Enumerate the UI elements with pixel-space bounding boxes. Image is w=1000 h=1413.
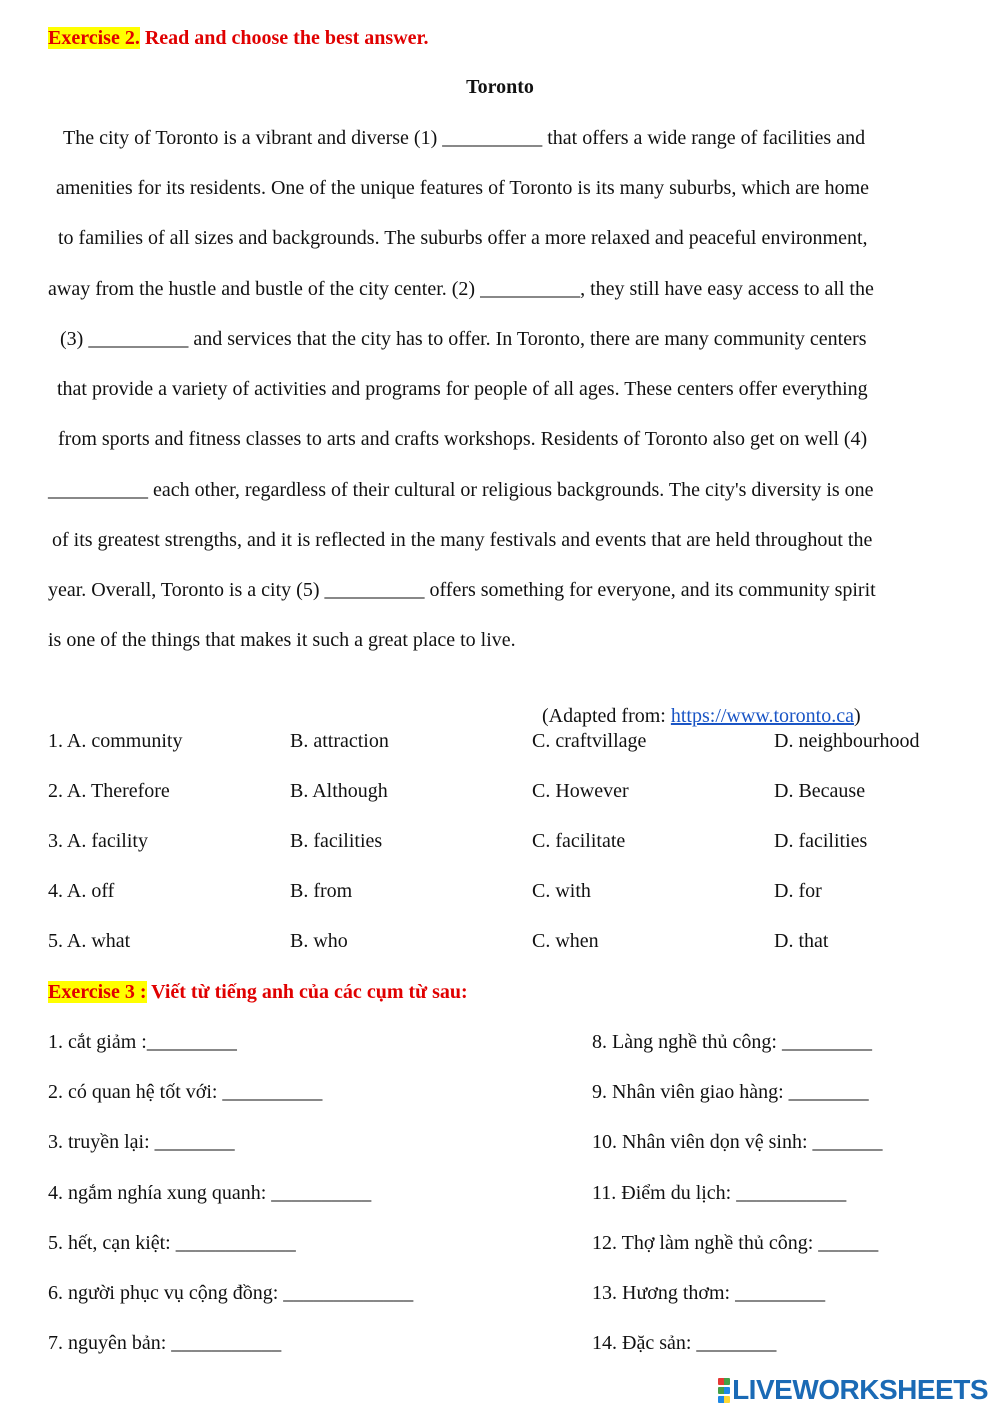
vocab-item: 12. Thợ làm nghề thủ công: ______ xyxy=(592,1232,879,1254)
vocab-item: 8. Làng nghề thủ công: _________ xyxy=(592,1031,872,1053)
option-b: B. Although xyxy=(290,780,388,802)
vocab-item: 2. có quan hệ tốt với: __________ xyxy=(48,1081,323,1103)
question-row xyxy=(48,828,958,854)
vocab-item: 3. truyền lại: ________ xyxy=(48,1131,235,1153)
exercise-2-instruction: Read and choose the best answer. xyxy=(139,27,429,49)
vocab-item: 13. Hương thơm: _________ xyxy=(592,1282,826,1304)
vocab-item: 6. người phục vụ cộng đồng: _____________ xyxy=(48,1282,414,1304)
passage-line: of its greatest strengths, and it is reflected in the many festivals and events that are held throughout the xyxy=(52,529,873,551)
vocab-row xyxy=(48,1029,958,1055)
option-d: D. facilities xyxy=(774,830,868,852)
passage-title: Toronto xyxy=(466,76,534,98)
option-d: D. neighbourhood xyxy=(774,730,920,752)
vocab-item: 11. Điểm du lịch: ___________ xyxy=(592,1182,847,1204)
passage-line: that provide a variety of activities and programs for people of all ages. These centers offer everything xyxy=(57,378,868,400)
passage-line: year. Overall, Toronto is a city (5) __________ offers something for everyone, and its community spirit xyxy=(48,579,876,601)
vocab-item: 9. Nhân viên giao hàng: ________ xyxy=(592,1081,869,1103)
logo-block xyxy=(718,1396,730,1403)
option-c: C. However xyxy=(532,780,629,802)
liveworksheets-logo-icon xyxy=(718,1378,730,1403)
option-b: B. facilities xyxy=(290,830,383,852)
exercise-3-instruction: Viết từ tiếng anh của các cụm từ sau: xyxy=(146,981,468,1003)
passage-line: __________ each other, regardless of their cultural or religious backgrounds. The city's diversity is one xyxy=(48,479,874,501)
option-a: 3. A. facility xyxy=(48,830,148,852)
vocab-row xyxy=(48,1230,958,1256)
option-a: 1. A. community xyxy=(48,730,183,752)
logo-block xyxy=(718,1378,730,1385)
option-c: C. facilitate xyxy=(532,830,626,852)
option-b: B. attraction xyxy=(290,730,389,752)
vocab-row xyxy=(48,1129,958,1155)
exercise-2-heading xyxy=(48,26,429,50)
liveworksheets-logo[interactable] xyxy=(718,1374,988,1406)
passage-line: away from the hustle and bustle of the city center. (2) __________, they still have easy access to all the xyxy=(48,278,874,300)
logo-block xyxy=(718,1387,730,1394)
source-citation xyxy=(532,677,861,729)
option-a: 4. A. off xyxy=(48,880,115,902)
vocab-item: 4. ngắm nghía xung quanh: __________ xyxy=(48,1182,372,1204)
option-a: 2. A. Therefore xyxy=(48,780,170,802)
passage-line: The city of Toronto is a vibrant and diverse (1) __________ that offers a wide range of facilities and xyxy=(63,127,866,149)
vocab-item: 7. nguyên bản: ___________ xyxy=(48,1332,282,1354)
vocab-row xyxy=(48,1079,958,1105)
passage-line: (3) __________ and services that the city has to offer. In Toronto, there are many community centers xyxy=(60,328,867,350)
exercise-3-heading xyxy=(48,980,468,1004)
question-row xyxy=(48,878,958,904)
passage-line: is one of the things that makes it such a great place to live. xyxy=(48,629,516,651)
vocab-item: 1. cắt giảm :_________ xyxy=(48,1031,237,1053)
option-c: C. craftvillage xyxy=(532,730,647,752)
liveworksheets-logo-text: LIVEWORKSHEETS xyxy=(732,1374,988,1405)
passage-line: to families of all sizes and backgrounds. The suburbs offer a more relaxed and peaceful environment, xyxy=(58,227,868,249)
source-prefix: (Adapted from: xyxy=(542,705,671,727)
option-a: 5. A. what xyxy=(48,930,131,952)
passage-line: from sports and fitness classes to arts and crafts workshops. Residents of Toronto also get on well (4) xyxy=(58,428,868,450)
option-d: D. Because xyxy=(774,780,866,802)
option-c: C. when xyxy=(532,930,599,952)
vocab-item: 14. Đặc sản: ________ xyxy=(592,1332,777,1354)
passage-line: amenities for its residents. One of the unique features of Toronto is its many suburbs, which are home xyxy=(56,177,870,199)
option-b: B. from xyxy=(290,880,353,902)
question-row xyxy=(48,728,958,754)
source-link[interactable]: https://www.toronto.ca xyxy=(670,705,854,727)
option-b: B. who xyxy=(290,930,348,952)
question-row xyxy=(48,928,958,954)
source-suffix: ) xyxy=(853,705,861,727)
vocab-row xyxy=(48,1280,958,1306)
vocab-row xyxy=(48,1180,958,1206)
vocab-row xyxy=(48,1330,958,1356)
option-d: D. that xyxy=(774,930,829,952)
option-c: C. with xyxy=(532,880,591,902)
exercise-3-label: Exercise 3 : xyxy=(48,981,147,1003)
vocab-item: 5. hết, cạn kiệt: ____________ xyxy=(48,1232,296,1254)
exercise-2-label: Exercise 2. xyxy=(48,27,140,49)
vocab-item: 10. Nhân viên dọn vệ sinh: _______ xyxy=(592,1131,883,1153)
option-d: D. for xyxy=(774,880,822,902)
question-row xyxy=(48,778,958,804)
